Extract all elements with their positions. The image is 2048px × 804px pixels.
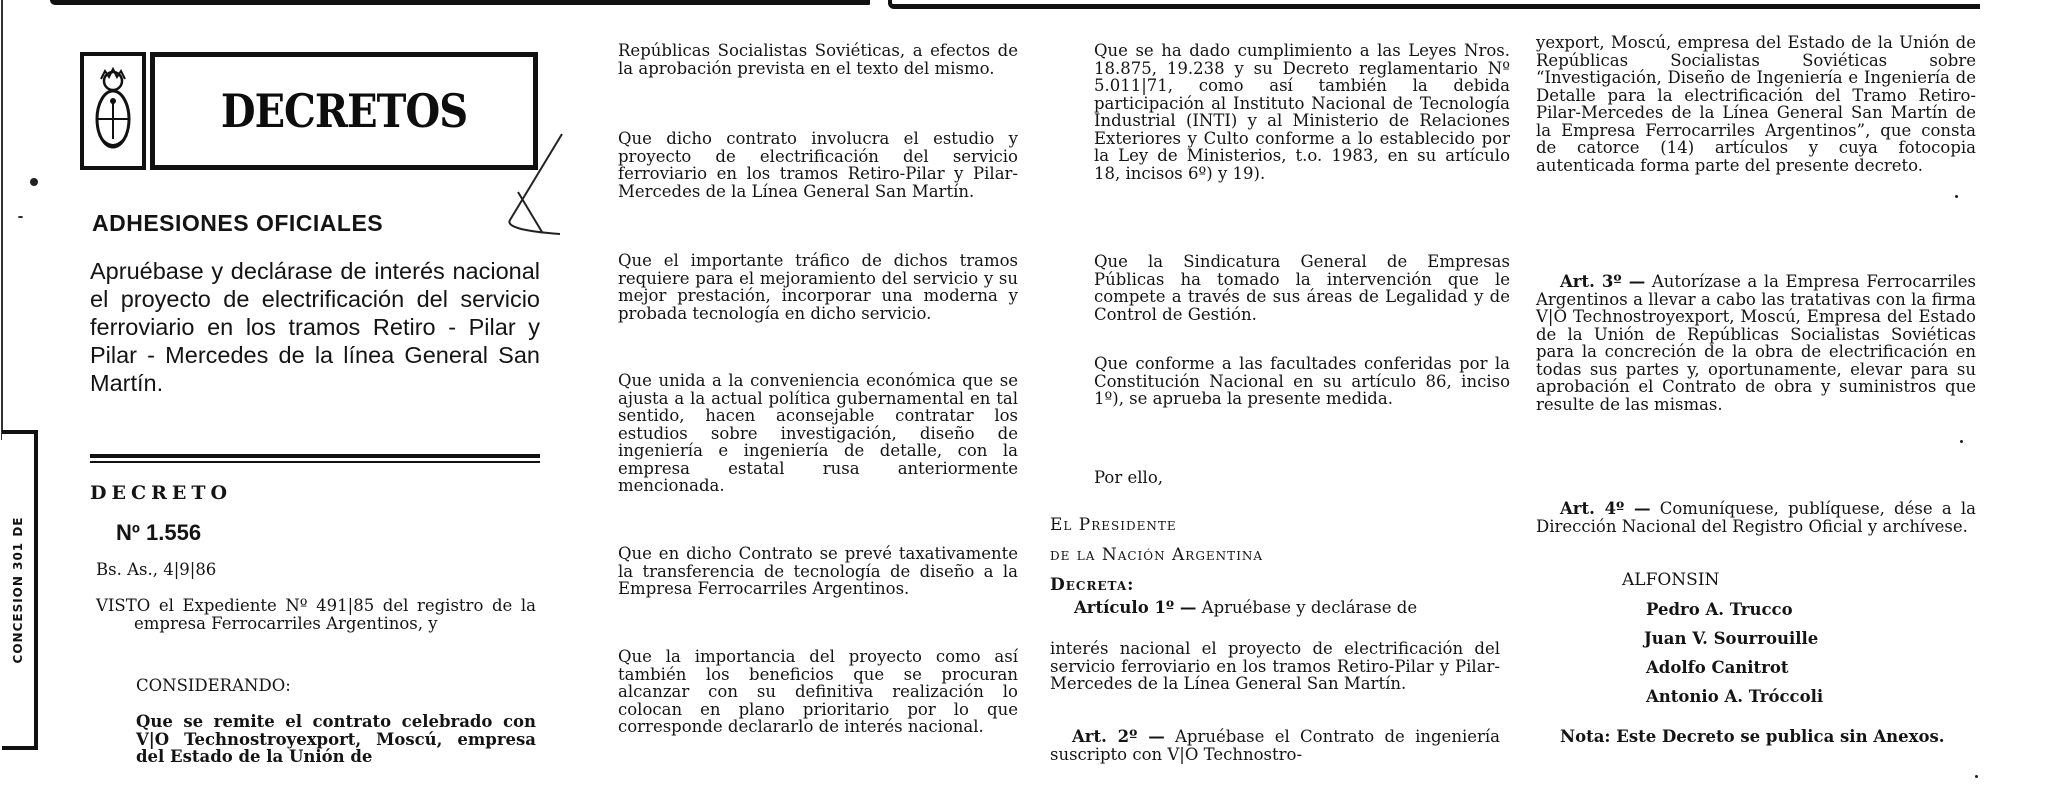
article-1-text: interés nacional el proyecto de electrificación del servicio ferroviario en los tramos Retiro-Pilar y Pilar-Mercedes de la Línea General San Martín. bbox=[1050, 639, 1500, 693]
article-label: Art. 3º — bbox=[1560, 272, 1646, 291]
nota bbox=[1536, 728, 1976, 746]
side-stamp-text: CONCESION 301 DE bbox=[11, 516, 25, 664]
section-title: DECRETOS bbox=[220, 83, 468, 139]
article-label: Art. 2º — bbox=[1072, 727, 1165, 746]
signature-president: ALFONSIN bbox=[1622, 570, 1720, 590]
left-edge-line bbox=[1, 0, 3, 440]
signature-minister: Antonio A. Tróccoli bbox=[1646, 687, 1824, 706]
nota-label: Nota: bbox=[1560, 727, 1611, 746]
seal-box bbox=[80, 52, 146, 170]
consideration-paragraph: Repúblicas Socialistas Soviéticas, a efectos de la aprobación prevista en el texto del mismo. bbox=[618, 41, 1018, 78]
consideration-paragraph: Que la Sindicatura General de Empresas Públicas ha tomado la intervención que le compete a través de sus áreas de Legalidad y de Control de Gestión. bbox=[1094, 252, 1510, 324]
decree-number: Nº 1.556 bbox=[116, 520, 202, 545]
article-text: Apruébase y declárase de bbox=[1201, 598, 1418, 617]
article-text: Autorízase a la Empresa Ferrocarriles Argentinos a llevar a cabo las tratativas con la firma V|O Technostroyexport, Moscú, Empresa del Estado de la Unión de Repúblicas Socialistas Soviéticas para la concreción de la obra de electrificación en todas sus partes y, oportunamente, elevar para su aprobación el Contrato de obra y suministros que resulte de las mismas. bbox=[1536, 272, 1976, 414]
decree-date: Bs. As., 4|9|86 bbox=[96, 560, 217, 579]
signature-minister: Adolfo Canitrot bbox=[1646, 658, 1789, 677]
article-3 bbox=[1536, 273, 1976, 413]
article-label: Artículo 1º — bbox=[1074, 598, 1197, 617]
consideration-paragraph: Que la importancia del proyecto como así también los beneficios que se procuran alcanzar con su definitiva realización lo colocan en plano prioritario por lo que corresponde declararlo de interés nacional. bbox=[618, 647, 1018, 736]
article-label: Art. 4º — bbox=[1560, 499, 1651, 518]
consideration-paragraph: Que el importante tráfico de dichos tramos requiere para el mejoramiento del servicio y su mejor prestación, incorporar una moderna y probada tecnología en dicho servicio. bbox=[618, 251, 1018, 323]
article-text: Apruébase el Contrato de ingeniería suscripto con V|O Technostro- bbox=[1050, 727, 1500, 764]
section-divider bbox=[90, 454, 540, 463]
article-2-start bbox=[1050, 728, 1500, 763]
article-text: Comuníquese, publíquese, dése a la Dirección Nacional del Registro Oficial y archívese. bbox=[1536, 499, 1976, 536]
consideration-paragraph: Que dicho contrato involucra el estudio y proyecto de electrificación del servicio ferroviario en los tramos Retiro-Pilar y Pilar-Mercedes de la Línea General San Martín. bbox=[618, 129, 1018, 201]
consideration-paragraph: Que se remite el contrato celebrado con V|O Technostroyexport, Moscú, empresa del Estado de la Unión de bbox=[136, 712, 536, 766]
scan-speck bbox=[18, 216, 23, 218]
presidente-line-2: de la Nación Argentina bbox=[1050, 545, 1264, 565]
considerando-heading: CONSIDERANDO: bbox=[136, 676, 291, 695]
decreta-heading: Decreta: bbox=[1050, 575, 1135, 595]
consideration-paragraph: Que en dicho Contrato se prevé taxativamente la transferencia de tecnología de diseño a la Empresa Ferrocarriles Argentinos. bbox=[618, 544, 1018, 598]
scan-speck bbox=[1975, 775, 1978, 778]
adhesiones-title: ADHESIONES OFICIALES bbox=[92, 210, 384, 236]
article-1-first-line bbox=[1074, 598, 1417, 617]
decree-label: DECRETO bbox=[90, 482, 233, 504]
argentine-coat-of-arms-icon bbox=[91, 65, 135, 157]
consideration-paragraph: Que unida a la conveniencia económica que se ajusta a la actual política gubernamental en tal sentido, hacen aconsejable contratar los estudios sobre investigación, diseño de ingeniería e ingeniería de detalle, con la empresa estatal rusa anteriormente mencionada. bbox=[618, 371, 1018, 495]
article-2-continued: yexport, Moscú, empresa del Estado de la Unión de Repúblicas Socialistas Soviéticas sobre “Investigación, Diseño de Ingeniería e Ingeniería de Detalle para la electrificación del Tramo Retiro-Pilar-Mercedes de la Línea General San Martín de la Empresa Ferrocarriles Argentinos”, que consta de catorce (14) artículos y cuya fotocopia autenticada forma parte del presente decreto. bbox=[1536, 33, 1976, 175]
nota-text: Este Decreto se publica sin Anexos. bbox=[1616, 727, 1945, 746]
presidente-line-1: El Presidente bbox=[1050, 515, 1177, 535]
scan-speck bbox=[1960, 440, 1963, 443]
signature-minister: Juan V. Sourrouille bbox=[1644, 629, 1819, 648]
consideration-paragraph: Que conforme a las facultades conferidas por la Constitución Nacional en su artículo 86, inciso 1º), se aprueba la presente medida. bbox=[1094, 354, 1510, 408]
top-rule-left bbox=[50, 0, 870, 5]
signature-minister: Pedro A. Trucco bbox=[1646, 600, 1793, 619]
scan-speck bbox=[1955, 195, 1958, 198]
scan-speck bbox=[30, 178, 38, 186]
article-4 bbox=[1536, 500, 1976, 535]
top-rule-right bbox=[888, 0, 1980, 9]
por-ello: Por ello, bbox=[1094, 468, 1163, 487]
section-header bbox=[80, 52, 538, 174]
section-title-box bbox=[150, 52, 538, 170]
side-stamp bbox=[2, 430, 38, 750]
visto-paragraph: VISTO el Expediente Nº 491|85 del registro de la empresa Ferrocarriles Argentinos, y bbox=[96, 596, 536, 633]
handwritten-check-mark bbox=[500, 130, 570, 240]
decree-summary: Apruébase y declárase de interés nacional el proyecto de electrificación del servicio ferroviario en los tramos Retiro - Pilar y Pilar - Mercedes de la línea General San Martín. bbox=[90, 258, 540, 396]
consideration-paragraph: Que se ha dado cumplimiento a las Leyes Nros. 18.875, 19.238 y su Decreto reglamentario Nº 5.011|71, como así también la debida participación al Instituto Nacional de Tecnología Industrial (INTI) y al Ministerio de Relaciones Exteriores y Culto conforme a lo establecido por la Ley de Ministerios, t.o. 1983, en su artículo 18, incisos 6º) y 19). bbox=[1094, 41, 1510, 183]
